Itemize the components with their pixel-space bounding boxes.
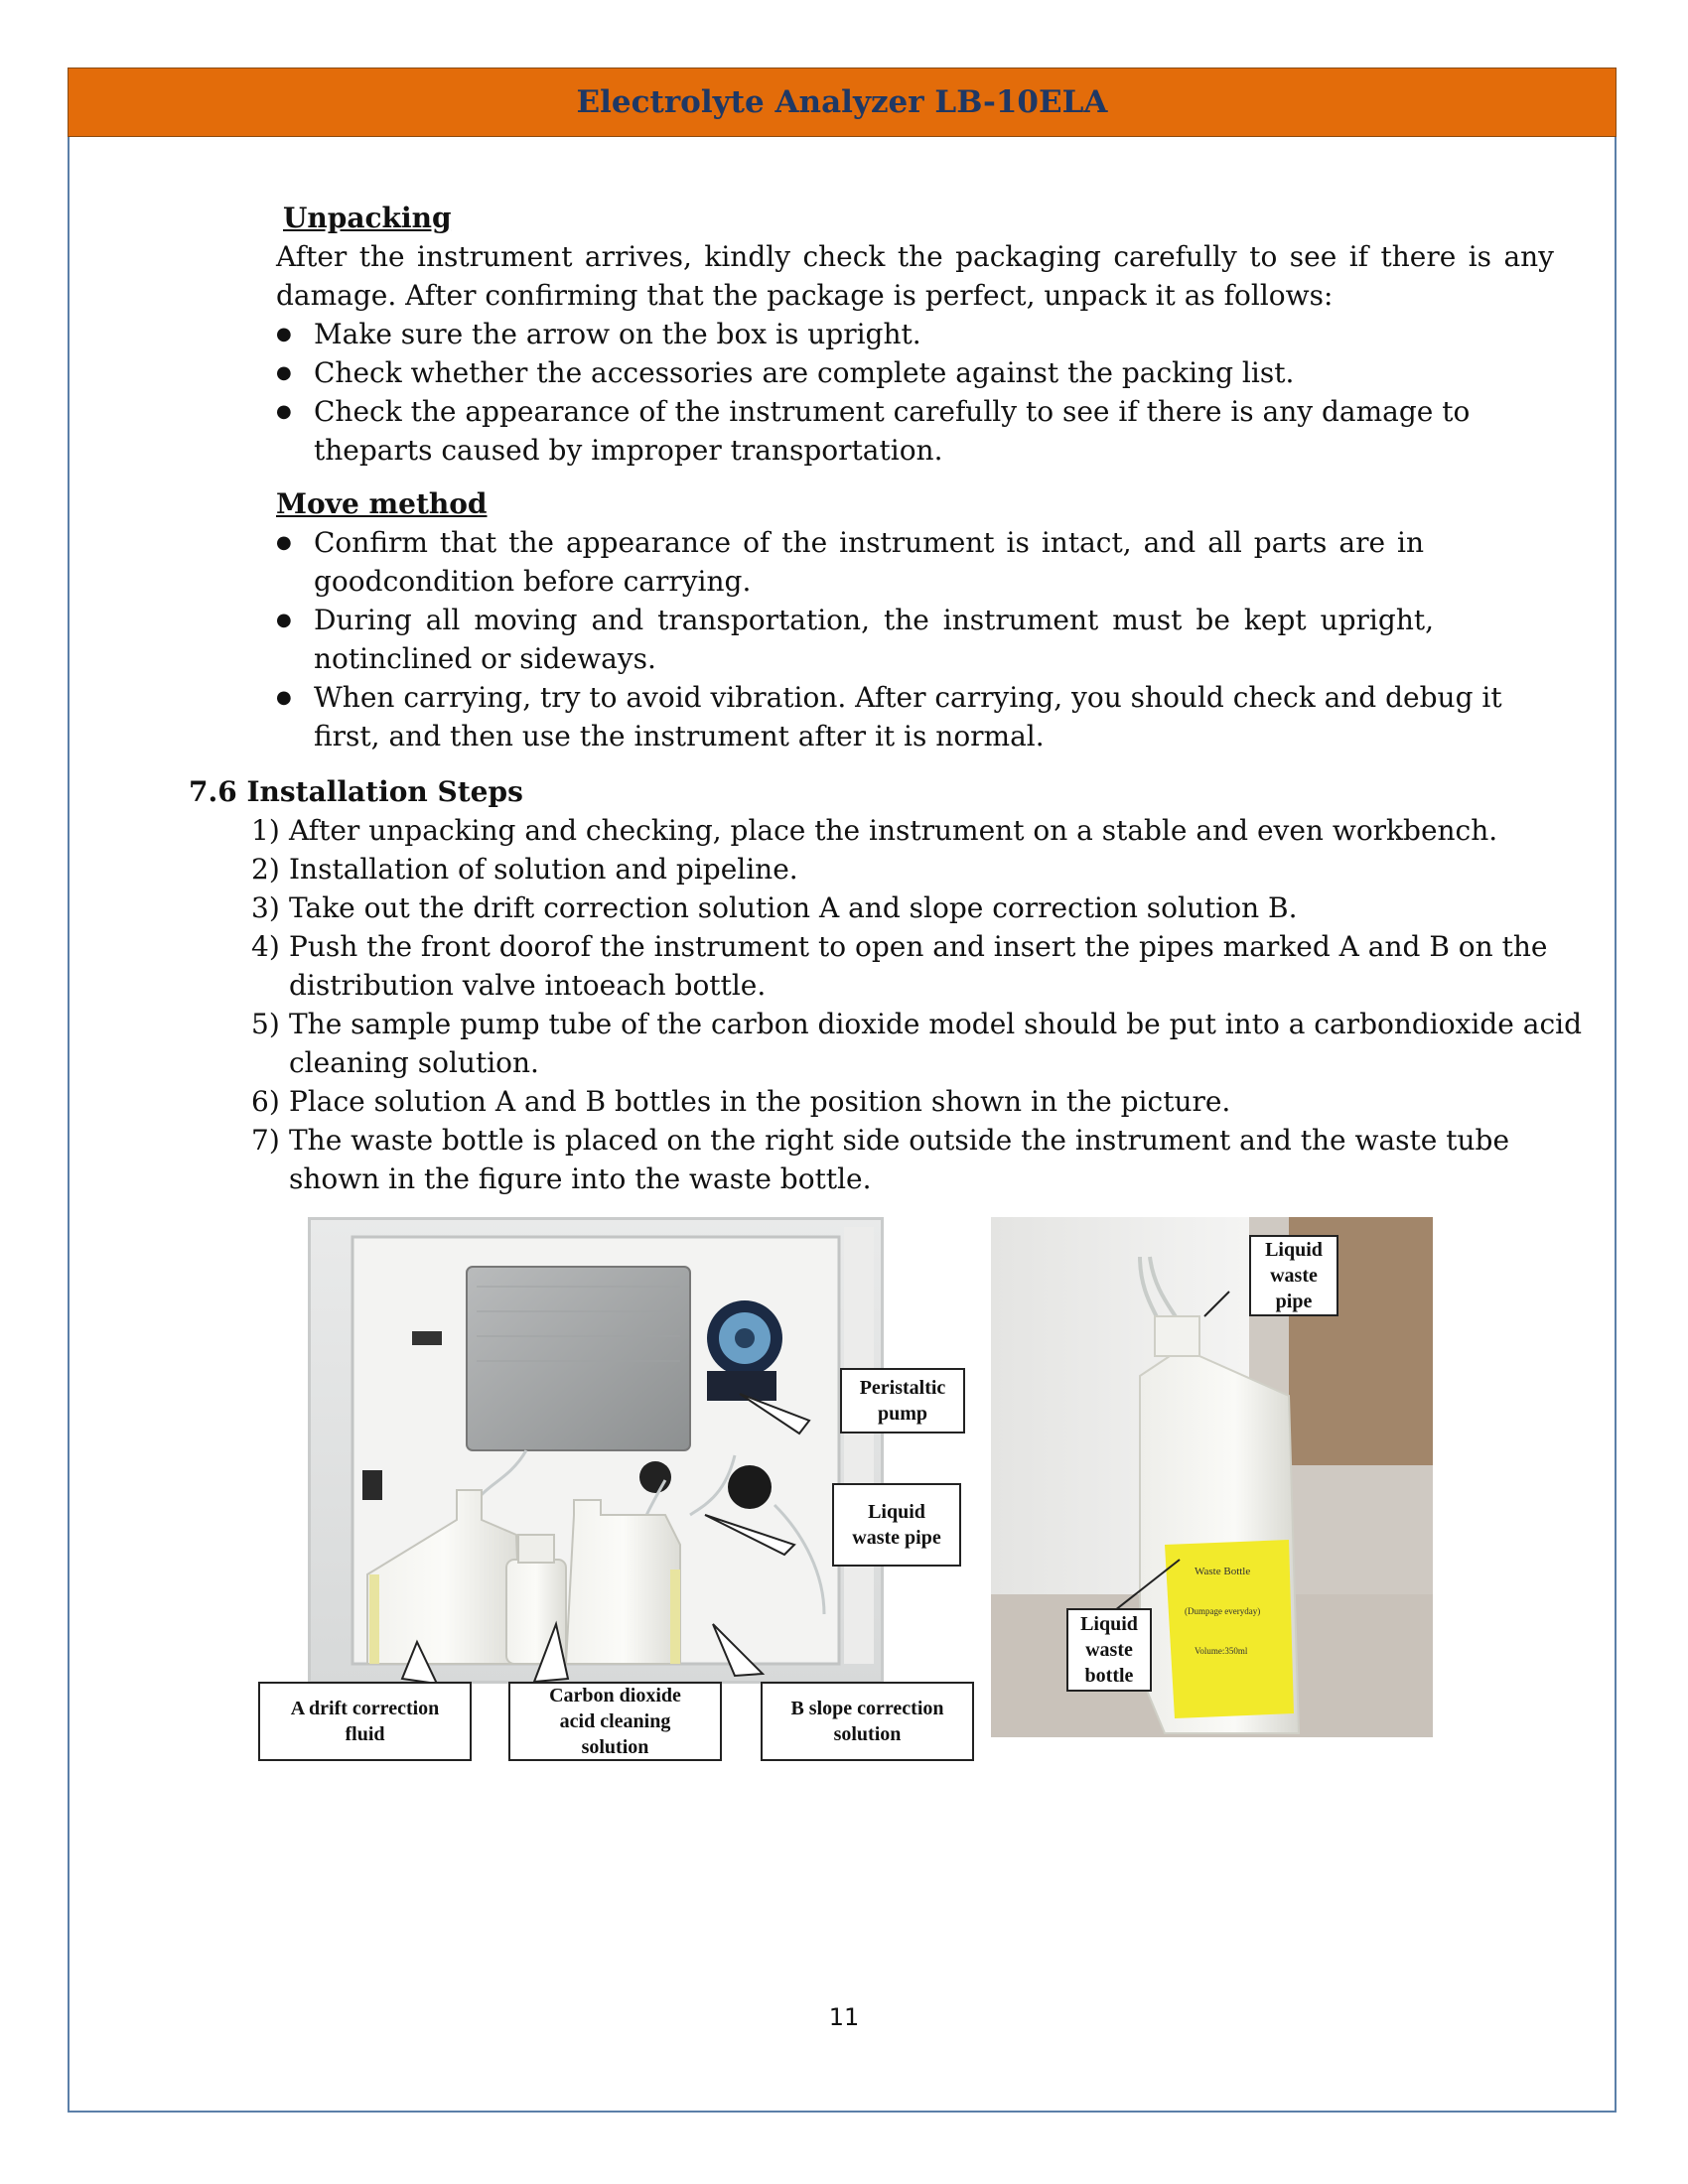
callout-liquid-waste-pipe-left — [832, 1483, 961, 1567]
step-1-text: After unpacking and checking, place the instrument on a stable and even workbench. — [289, 814, 1498, 847]
waste-label-title: Waste Bottle — [1195, 1566, 1251, 1577]
unpacking-bullet-3-cont: theparts caused by improper transportation. — [314, 434, 943, 467]
callout-a-drift-correction — [258, 1682, 472, 1761]
callout-bottle-line2: waste — [1085, 1639, 1133, 1661]
step-3-text: Take out the drift correction solution A and slope correction solution B. — [289, 891, 1298, 924]
step-2-text: Installation of solution and pipeline. — [289, 853, 798, 886]
document-title: Electrolyte Analyzer LB-10ELA — [576, 84, 1108, 120]
step-6-num: 6) — [251, 1085, 280, 1118]
unpacking-intro-line2: damage. After confirming that the package is perfect, unpack it as follows: — [276, 279, 1334, 312]
callout-bottle-line3: bottle — [1084, 1665, 1134, 1687]
callout-waste-pipe-line1: Liquid — [868, 1501, 925, 1523]
unpacking-heading: Unpacking — [283, 202, 452, 234]
step-3-num: 3) — [251, 891, 280, 924]
callout-waste-pipe-line2: waste pipe — [852, 1527, 941, 1549]
step-5-cont: cleaning solution. — [289, 1046, 539, 1079]
step-7-text: The waste bottle is placed on the right side outside the instrument and the waste tube — [289, 1124, 1510, 1157]
step-1-num: 1) — [251, 814, 280, 847]
callout-right-pipe-line3: pipe — [1275, 1291, 1313, 1312]
waste-label-note: (Dumpage everyday) — [1185, 1606, 1261, 1616]
step-4-num: 4) — [251, 930, 280, 963]
move-bullet-1: ● Confirm that the appearance of the instrument is intact, and all parts are in — [314, 523, 1424, 562]
unpacking-intro-line1: After the instrument arrives, kindly check the packaging carefully to see if there is any — [276, 240, 1554, 273]
move-bullet-1-cont: goodcondition before carrying. — [314, 565, 752, 598]
page-number: 11 — [828, 2003, 860, 2031]
header-bar — [68, 68, 1617, 137]
move-bullet-3: ● When carrying, try to avoid vibration. After carrying, you should check and debug it — [314, 678, 1502, 717]
waste-bottle-photo — [991, 1217, 1433, 1737]
unpacking-bullet-2: ● Check whether the accessories are complete against the packing list. — [314, 353, 1294, 392]
installation-heading: 7.6 Installation Steps — [189, 775, 523, 808]
callout-a-drift-line1: A drift correction — [290, 1698, 440, 1719]
callout-co2-line2: acid cleaning — [559, 1710, 671, 1732]
unpacking-bullet-3: ● Check the appearance of the instrument carefully to see if there is any damage to — [314, 392, 1470, 431]
callout-carbon-dioxide — [508, 1682, 722, 1761]
callout-co2-line1: Carbon dioxide — [549, 1685, 681, 1706]
callout-b-slope-line1: B slope correction — [790, 1698, 944, 1719]
unpacking-bullet-1: ● Make sure the arrow on the box is upright. — [314, 315, 921, 353]
callout-bottle-line1: Liquid — [1080, 1613, 1138, 1635]
move-method-heading: Move method — [276, 487, 488, 520]
callout-right-pipe-line1: Liquid — [1265, 1239, 1323, 1261]
callout-peristaltic-line1: Peristaltic — [859, 1377, 946, 1399]
step-2-num: 2) — [251, 853, 280, 886]
step-5-text: The sample pump tube of the carbon dioxide model should be put into a carbondioxide acid — [289, 1008, 1583, 1040]
step-6-text: Place solution A and B bottles in the position shown in the picture. — [289, 1085, 1231, 1118]
step-4-text: Push the front doorof the instrument to open and insert the pipes marked A and B on the — [289, 930, 1548, 963]
waste-bottle-illustration — [991, 1217, 1433, 1737]
callout-liquid-waste-bottle — [1066, 1608, 1152, 1692]
callout-b-slope-correction — [761, 1682, 974, 1761]
move-bullet-2-cont: notinclined or sideways. — [314, 642, 656, 675]
instrument-interior-photo — [308, 1217, 884, 1684]
move-bullet-2: ● During all moving and transportation, the instrument must be kept upright, — [314, 601, 1434, 639]
instrument-interior-illustration — [308, 1217, 884, 1684]
waste-label-volume: Volume:350ml — [1195, 1646, 1248, 1656]
callout-a-drift-line2: fluid — [345, 1723, 385, 1745]
callout-right-pipe-line2: waste — [1270, 1265, 1318, 1287]
callout-b-slope-line2: solution — [833, 1723, 902, 1745]
move-bullet-3-cont: first, and then use the instrument after it is normal. — [314, 720, 1045, 752]
step-7-cont: shown in the figure into the waste bottle. — [289, 1162, 872, 1195]
step-5-num: 5) — [251, 1008, 280, 1040]
callout-co2-line3: solution — [581, 1736, 649, 1758]
step-4-cont: distribution valve intoeach bottle. — [289, 969, 767, 1002]
callout-peristaltic-pump — [840, 1368, 965, 1433]
step-7-num: 7) — [251, 1124, 280, 1157]
callout-peristaltic-line2: pump — [877, 1403, 928, 1425]
callout-liquid-waste-pipe-right — [1249, 1235, 1338, 1316]
